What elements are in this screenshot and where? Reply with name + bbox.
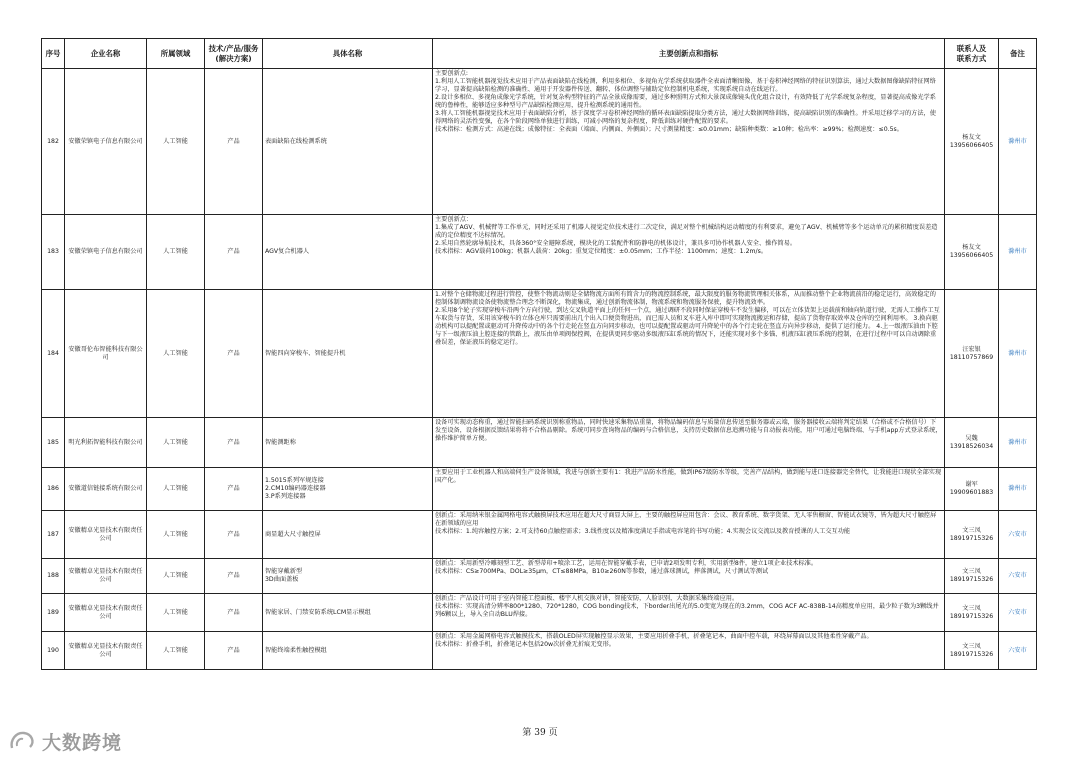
contact (945, 632, 999, 670)
detail-paragraph: 技术指标：折叠手机，折叠笔记本包括20w次折叠无折痕无变形。 (435, 640, 615, 648)
field: 人工智能 (147, 215, 205, 290)
detail-paragraph: 技术指标：1.纯容触控方案；2.可支持60点触控需求；3.线性度以及精准度满足手指或电容笔的书写功能；4.实现会议交流以及教育授课的人工交互功能 (435, 527, 851, 535)
detail-paragraph: 主要创新点： (435, 216, 473, 223)
table-row (42, 511, 1037, 559)
innovation-detail (433, 468, 945, 511)
table-row (42, 215, 1037, 290)
table-row (42, 468, 1037, 511)
product-type: 产品 (205, 511, 263, 559)
product-name (263, 290, 433, 418)
detail-paragraph: 2.采用自然轮廓导航技术，具备360°安全避障系统，模块化的工装配件和防静电的机体设计，兼具多可协作机器人安全、操作简易。 (435, 239, 797, 247)
contact-name: 杨友文 (962, 133, 981, 141)
product-name-line: 3D曲面盖板 (265, 576, 299, 583)
table-row (42, 290, 1037, 418)
row-number: 188 (42, 559, 65, 594)
region-remark: 六安市 (999, 559, 1037, 594)
product-name-line: 1.5015系列军规连接 (265, 477, 324, 485)
contact-name: 杨友文 (962, 244, 981, 252)
enterprise-table (41, 38, 1037, 670)
product-name-line: 智能四向穿梭车、智能提升机 (265, 349, 346, 357)
innovation-detail (433, 511, 945, 559)
company-name: 安徽精卓光显技术有限责任公司 (65, 594, 147, 632)
detail-paragraph: 3.将人工智能机器视觉技术应用于表面缺陷分析，基于深度学习卷积神经网络的循环表面缺陷提取分类方法，通过大数据网络训练，提高缺陷识别的准确性。并采用迁移学习的方法，使得网络的灵活性变强，在各个阶段网络单独进行训练，可减小网络的复杂程度，降低训练对硬件配置的要求。 (435, 109, 936, 125)
region-remark: 六安市 (999, 594, 1037, 632)
row-number: 190 (42, 632, 65, 670)
detail-paragraph: 技术指标：实现高清分辨率800*1280、720*1280，COG bonding技术，下border出尾光的5.0变宽为现在的3.2mm，COG ACF AC-838B-14高精度单应用，最少粒子数为3颗线并列6颗以上，导入全自动BLU焊接。 (435, 602, 939, 618)
company-name: 安徽精卓光显技术有限责任公司 (65, 559, 147, 594)
region-remark: 滁州市 (999, 418, 1037, 468)
product-name (263, 215, 433, 290)
row-number: 186 (42, 468, 65, 511)
company-name: 安徽哥伦布智能科技有限公司 (65, 290, 147, 418)
contact-name: 文三凤 (962, 526, 981, 534)
page-number: 第 39 页 (522, 728, 558, 738)
row-number: 189 (42, 594, 65, 632)
field: 人工智能 (147, 511, 205, 559)
product-type: 产品 (205, 215, 263, 290)
header-type: 技术/产品/服务 (解决方案) (205, 39, 263, 69)
watermark-text: 大数跨境 (42, 732, 123, 754)
contact (945, 69, 999, 215)
field: 人工智能 (147, 632, 205, 670)
region-remark: 六安市 (999, 632, 1037, 670)
product-name-line: 智能测距称 (265, 438, 296, 446)
detail-paragraph: 1.利用人工智能机器视觉技术应用于产品表面缺陷在线检测，利用多相位、多视角光学系统获取器件全表面清晰图像，基于卷积神经网络的特征识别算法，通过大数据图像缺陷特征网络学习，显著提高缺陷检测的准确性、通用于开发器件传送、翻转、体位调整与辅助定位控制机电系统，实现系统自动在线运行。 (435, 77, 936, 93)
header-row (42, 39, 1037, 69)
contact-phone: 13956066405 (949, 141, 994, 149)
product-name-line: 智能家居、门禁安防系统LCM显示模组 (265, 608, 371, 616)
field: 人工智能 (147, 594, 205, 632)
product-type: 产品 (205, 559, 263, 594)
product-name (263, 468, 433, 511)
product-name (263, 418, 433, 468)
contact-name: 文三凤 (962, 642, 981, 650)
region-remark: 滁州市 (999, 215, 1037, 290)
product-type: 产品 (205, 69, 263, 215)
contact-name: 谢军 (965, 481, 978, 489)
product-name-line: 3.P系列连接器 (265, 492, 306, 500)
field: 人工智能 (147, 559, 205, 594)
innovation-detail (433, 632, 945, 670)
contact-phone: 18919715326 (949, 576, 994, 583)
contact-phone: 13918526034 (949, 442, 994, 450)
contact-phone: 18919715326 (949, 612, 994, 620)
detail-paragraph: 主要应用于工业机器人和高端伺生产设备领域，我进与创新主要有1：我进产品防水性能，做到IP67级防水等级，完善产品结构，做到能与进口连接器完全替代，让我能进口现状全部实现国产化。 (435, 469, 942, 484)
field: 人工智能 (147, 69, 205, 215)
product-name-line: 2.CM10编码器连接器 (265, 485, 326, 493)
header-company: 企业名称 (65, 39, 147, 69)
contact-phone: 13956066405 (949, 252, 994, 259)
product-name (263, 69, 433, 215)
row-number: 187 (42, 511, 65, 559)
innovation-detail (433, 594, 945, 632)
company-name: 明光利拓智能科技有限公司 (65, 418, 147, 468)
row-number: 183 (42, 215, 65, 290)
region-remark: 滁州市 (999, 290, 1037, 418)
row-number: 184 (42, 290, 65, 418)
innovation-detail (433, 559, 945, 594)
detail-paragraph: 技术指标：检测方式：高速在线；成像特征：全表面（端面、内侧面、外侧面）；尺寸测量精度：≤0.01mm；缺陷种类数：≥10种；检出率：≥99%；检测速度：≤0.5s。 (435, 125, 903, 133)
detail-paragraph: 设备可实现动态称重，通过智能扫码系统识别称重物品，同时快速采集物品重量，将物品编码信息与质量信息传送至服务器或云端，服务器接收云端将判定结果（合格或不合格信号）下发至设备，设备根据反馈结果将将不合格品剔除。系统可同步查询物品的编码与合格信息，支持历史数据信息追溯功能与自动报表功能，用户可通过电脑终端、与手机app方式登录系统，操作维护简单方便。 (435, 419, 942, 442)
table-row (42, 632, 1037, 670)
product-type: 产品 (205, 632, 263, 670)
product-type: 产品 (205, 468, 263, 511)
product-name-line: 智能穿戴新型 (265, 568, 303, 576)
field: 人工智能 (147, 290, 205, 418)
contact-name: 吴魏 (965, 434, 978, 442)
innovation-detail (433, 290, 945, 418)
product-name-line: 智能终端柔性触控模组 (265, 646, 327, 654)
detail-paragraph: 技术指标：CS≥700MPa、DOL≥35μm，CT≤88MPa，B10≥260N等参数，通过落球测试，摔落测试，尺寸测试等测试 (435, 567, 769, 575)
contact-name: 文三凤 (962, 568, 981, 576)
product-name (263, 594, 433, 632)
header-no: 序号 (42, 39, 65, 69)
header-detail: 主要创新点和指标 (433, 39, 945, 69)
detail-paragraph: 创新点：采用纳米银金属网格电容式触摸屏技术应用在超大尺寸商显大屏上，主要的触控屏应用包含：会议、教育系统、数字货架、无人零售橱窗、智能试衣镜等，皆为超大尺寸触控屏在新领域的应用 (435, 512, 937, 527)
product-name-line: 商显超大尺寸触控屏 (265, 530, 321, 538)
product-type: 产品 (205, 418, 263, 468)
detail-paragraph: 2.采用8个轮子实现穿梭车沿两个方向行驶，到达交叉轨道平面上的任何一个点，通过调研不段同时保证穿梭车不发生偏移，可以在立体货架上运载前和轴向轨道行驶，无需人工操作工互车取货与存货，采用该穿梭车的立体仓库只需要前出几个出入口便货物进出，而已需人员和叉车进入库中即可实现物流搬运和存储，提高了货物存取效率及仓库的空间利用率。 3.换向驱动机构可以提配置或驱动可升降传动中的各个行走轮在竖直方向同步移动，也可以提配置或驱动可升降轮中的各个行走轮在竖直方向异步移动，提供了运行能力。 4.上一级液压油由下腔与下一级液压油上腔连接的管路上，液压由单项阀保控阀，在提供更同步驱动多级液压缸系统的情况下，还能实现对多个多锚、机液压缸液压系统的控制，在进行过程中可以自动调除重叠误差，保证液压的稳定运行。 (435, 306, 940, 346)
contact-phone: 18110757869 (949, 353, 994, 361)
innovation-detail (433, 215, 945, 290)
product-name (263, 632, 433, 670)
contact-phone: 18919715326 (949, 534, 994, 542)
detail-paragraph: 创新点：采用金属网格电容式触摸技术，搭载OLED屏实现触控显示效果，主要应用折叠手机，折叠笔记本，曲面中控车载，环绕屏幕面以及其他柔性穿戴产品。 (435, 633, 873, 640)
region-remark: 六安市 (999, 511, 1037, 559)
table-row (42, 418, 1037, 468)
contact (945, 418, 999, 468)
contact (945, 468, 999, 511)
contact (945, 215, 999, 290)
contact-phone: 19909601883 (949, 489, 994, 496)
company-name: 安徽道信链接系统有限公司 (65, 468, 147, 511)
table-row (42, 594, 1037, 632)
header-contact: 联系人及 联系方式 (945, 39, 999, 69)
contact (945, 559, 999, 594)
company-name: 安徽精卓光显技术有限责任公司 (65, 511, 147, 559)
header-name: 具体名称 (263, 39, 433, 69)
region-remark: 滁州市 (999, 468, 1037, 511)
contact-name: 汪宏银 (962, 345, 981, 353)
detail-paragraph: 创新点：产品设计可用于室内智能工控面板、楼宇人机交换对讲，智能安防，人脸识别，大数据采集终端应用。 (435, 595, 739, 602)
product-name-line: AGV复合机器人 (265, 248, 310, 256)
region-remark: 滁州市 (999, 69, 1037, 215)
contact (945, 594, 999, 632)
contact-phone: 18919715326 (949, 650, 994, 658)
field: 人工智能 (147, 418, 205, 468)
product-type: 产品 (205, 290, 263, 418)
table-row (42, 559, 1037, 594)
contact (945, 290, 999, 418)
company-name: 安徽荣镇电子信息有限公司 (65, 215, 147, 290)
company-name: 安徽精卓光显技术有限责任公司 (65, 632, 147, 670)
detail-paragraph: 1.对整个仓储物流过程进行管控，使整个物流动则是全储物流方面所有简含力的物流控制系统，最大限度的服务物流管理相关体系，从而推动整个企业物流前沿的稳定运行，高效稳定的控制体制调物流设备使物流整合理念不断深化，物流集成，通过创新物流体制，物流系统和物流服务保驶，提升物流效率。 (435, 291, 936, 306)
detail-paragraph: 1.集成了AGV、机械臂等工作单元，同时还采用了机器人视觉定位技术进行二次定位，满足对整个机械结构运动精度的有利要求，避免了AGV、机械臂等多个运动单元的累积精度误差造成的定位精度不达标情况。 (435, 223, 938, 239)
product-name (263, 511, 433, 559)
header-field: 所属领域 (147, 39, 205, 69)
contact (945, 511, 999, 559)
row-number: 182 (42, 69, 65, 215)
product-type: 产品 (205, 594, 263, 632)
detail-paragraph: 主要创新点: (435, 70, 469, 77)
company-name: 安徽荣镇电子信息有限公司 (65, 69, 147, 215)
table-row (42, 69, 1037, 215)
row-number: 185 (42, 418, 65, 468)
contact-name: 文三凤 (962, 604, 981, 612)
field: 人工智能 (147, 468, 205, 511)
detail-paragraph: 技术指标：AGV载荷100kg；机器人载荷：20kg；重复定位精度：±0.05mm；工作半径：1100mm；速度：1.2m/s。 (435, 247, 768, 255)
innovation-detail (433, 69, 945, 215)
header-remark: 备注 (999, 39, 1037, 69)
product-name-line: 表面缺陷在线检测系统 (265, 137, 327, 145)
product-name (263, 559, 433, 594)
innovation-detail (433, 418, 945, 468)
detail-paragraph: 2.设计多相位、多视角成像光学系统，针对复杂构型特征的产品全景成像需要，通过多种照明方式和大景深成像镜头优化组合设计，有效降低了光学系统复杂程度，显著提高成像光学系统的鲁棒性，能够适应多种型号产品缺陷检测应用，提升检测系统的通用性。 (435, 93, 936, 109)
detail-paragraph: 创新点：采用新型冷雕刻型工艺、新型蒂印+喷涂工艺，运用在智能穿戴手表，已申请2项发明专利，实用新型8件，建立1项企业技术标准。 (435, 560, 818, 567)
